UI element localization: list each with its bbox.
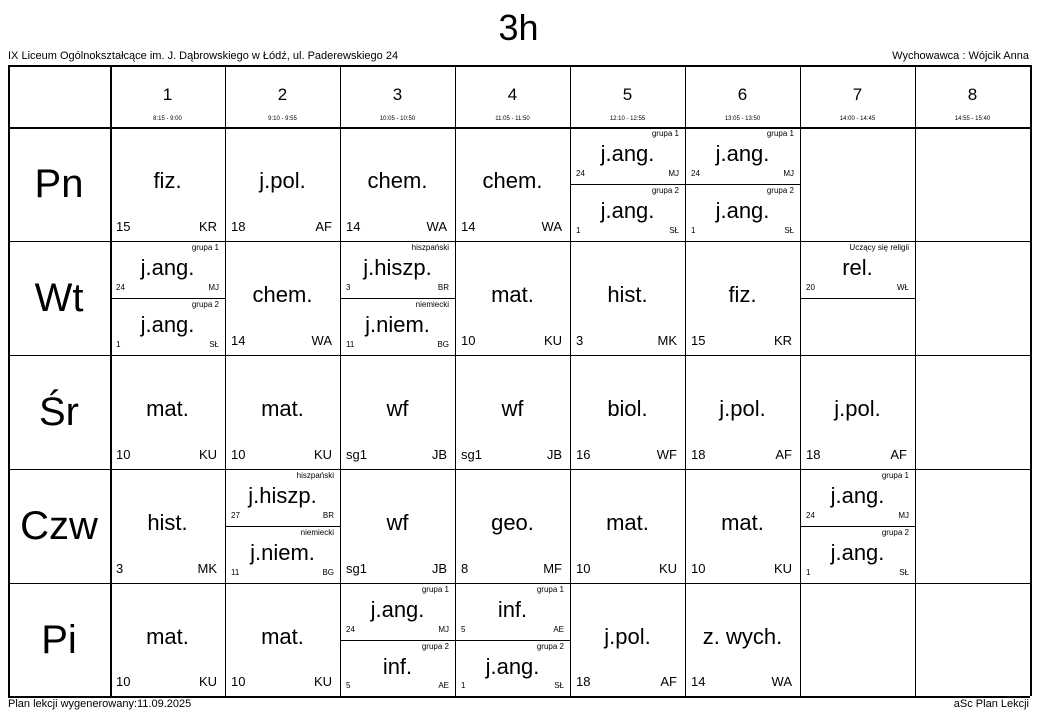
lesson-room: 24 [691, 169, 700, 178]
generated-date: Plan lekcji wygenerowany:11.09.2025 [8, 698, 192, 710]
lesson-room: 15 [116, 219, 131, 234]
lesson-room: 24 [806, 511, 815, 520]
lesson-subject: inf. [497, 597, 528, 622]
lesson-subject: j.hiszp. [248, 483, 317, 508]
lesson-room: 24 [116, 283, 125, 292]
period-number: 3 [392, 85, 403, 104]
split-line [455, 640, 570, 641]
lesson-teacher: WA [426, 219, 447, 234]
lesson-subject: j.hiszp. [363, 255, 432, 280]
lesson-teacher: BR [437, 283, 449, 292]
lesson-room: 10 [576, 561, 591, 576]
lesson-subject: j.pol. [834, 396, 881, 421]
lesson-room: 24 [576, 169, 585, 178]
lesson-group: grupa 1 [191, 243, 219, 252]
lesson-subject: wf [386, 510, 409, 535]
lesson-subject: geo. [491, 510, 534, 535]
lesson-teacher: MJ [783, 169, 794, 178]
lesson-teacher: MJ [898, 511, 909, 520]
lesson-room: 1 [806, 568, 811, 577]
lesson-subject: j.ang. [715, 141, 770, 166]
lesson-teacher: WA [771, 674, 792, 689]
split-line [800, 298, 915, 299]
grid-hline [8, 65, 1030, 67]
lesson-group: grupa 2 [421, 641, 449, 651]
lesson-subject: j.ang. [830, 483, 885, 508]
lesson-teacher: KU [658, 561, 677, 576]
lesson-subject: mat. [721, 510, 764, 535]
lesson-teacher: SŁ [554, 681, 564, 690]
lesson-room: 14 [691, 674, 706, 689]
lesson-group: Uczący się religii [849, 243, 909, 252]
lesson-room: 10 [116, 447, 131, 462]
lesson-room: 5 [461, 624, 466, 634]
lesson-teacher: MF [543, 561, 562, 576]
lesson-subject: j.pol. [604, 623, 651, 649]
lesson-teacher: JB [431, 561, 447, 576]
lesson-teacher: KU [313, 674, 332, 689]
lesson-room: 14 [231, 333, 246, 348]
period-time: 10:05 - 10:50 [379, 116, 416, 122]
lesson-subject: j.ang. [370, 597, 425, 622]
lesson-teacher: BG [437, 340, 449, 349]
lesson-teacher: MK [657, 333, 677, 348]
lesson-teacher: MJ [438, 624, 449, 634]
day-label: Pi [41, 617, 77, 662]
lesson-group: niemiecki [415, 300, 449, 309]
grid-vline [225, 65, 226, 696]
lesson-subject: z. wych. [702, 623, 783, 649]
homeroom-teacher: Wychowawca : Wójcik Anna [892, 50, 1029, 62]
period-number: 6 [737, 85, 748, 104]
split-line [110, 298, 225, 299]
period-number: 2 [277, 85, 288, 104]
lesson-room: 10 [231, 674, 246, 689]
lesson-room: 3 [576, 333, 584, 348]
split-line [570, 184, 685, 185]
lesson-room: sg1 [346, 447, 367, 462]
grid-vline [800, 65, 801, 696]
period-number: 1 [162, 85, 173, 104]
lesson-teacher: WA [311, 333, 332, 348]
grid-vline [110, 65, 112, 696]
split-line [225, 526, 340, 527]
lesson-group: niemiecki [300, 528, 334, 537]
lesson-room: 18 [806, 447, 821, 462]
lesson-teacher: AE [438, 681, 449, 690]
lesson-subject: j.ang. [715, 198, 770, 223]
lesson-group: hiszpański [296, 471, 334, 480]
lesson-teacher: WŁ [897, 283, 909, 292]
grid-hline [8, 583, 1030, 584]
lesson-subject: j.ang. [600, 141, 655, 166]
lesson-room: 10 [116, 674, 131, 689]
lesson-room: sg1 [346, 561, 367, 576]
lesson-group: hiszpański [411, 243, 449, 252]
lesson-room: 27 [231, 511, 240, 520]
period-number: 4 [507, 85, 518, 104]
lesson-room: 5 [346, 681, 351, 690]
lesson-subject: biol. [607, 396, 648, 421]
lesson-room: 3 [116, 561, 124, 576]
lesson-room: 10 [461, 333, 476, 348]
period-number: 8 [967, 85, 978, 104]
lesson-subject: fiz. [153, 168, 182, 193]
lesson-teacher: AF [660, 674, 677, 689]
lesson-group: grupa 1 [536, 585, 564, 594]
period-time: 11:05 - 11:50 [495, 116, 530, 122]
lesson-group: grupa 1 [651, 129, 679, 138]
grid-vline [915, 65, 916, 696]
lesson-subject: rel. [842, 255, 873, 280]
lesson-teacher: MK [197, 561, 217, 576]
lesson-teacher: JB [546, 447, 562, 462]
lesson-subject: chem. [252, 282, 313, 307]
lesson-teacher: AF [890, 447, 907, 462]
lesson-room: 1 [576, 226, 581, 235]
grid-vline [1030, 65, 1032, 696]
lesson-teacher: SŁ [899, 568, 909, 577]
period-time: 8:15 - 9:00 [153, 116, 182, 122]
lesson-subject: mat. [606, 510, 649, 535]
lesson-room: 10 [691, 561, 706, 576]
lesson-room: 16 [576, 447, 591, 462]
lesson-subject: j.ang. [140, 312, 195, 337]
lesson-teacher: KR [198, 219, 217, 234]
lesson-teacher: KU [198, 447, 217, 462]
split-line [800, 526, 915, 527]
period-time: 12:10 - 12:55 [609, 116, 646, 122]
lesson-subject: j.ang. [600, 198, 655, 223]
lesson-group: grupa 2 [766, 186, 794, 195]
split-line [340, 298, 455, 299]
lesson-subject: mat. [146, 623, 189, 649]
lesson-teacher: WA [541, 219, 562, 234]
lesson-teacher: KR [773, 333, 792, 348]
lesson-subject: j.ang. [485, 653, 540, 679]
lesson-room: 11 [231, 568, 240, 577]
lesson-teacher: SŁ [669, 226, 679, 235]
lesson-teacher: AF [315, 219, 332, 234]
period-time: 14:00 - 14:45 [839, 116, 876, 122]
period-time: 14:55 - 15:40 [954, 116, 991, 122]
lesson-subject: mat. [491, 282, 534, 307]
lesson-teacher: KU [313, 447, 332, 462]
day-label: Pn [34, 162, 84, 206]
lesson-room: 3 [346, 283, 351, 292]
lesson-subject: j.pol. [719, 396, 766, 421]
split-line [685, 184, 800, 185]
lesson-room: 1 [116, 340, 121, 349]
lesson-room: 18 [691, 447, 706, 462]
lesson-subject: j.ang. [140, 255, 195, 280]
period-time: 9:10 - 9:55 [268, 116, 297, 122]
lesson-group: grupa 2 [536, 641, 564, 651]
lesson-subject: fiz. [728, 282, 757, 307]
lesson-room: 10 [231, 447, 246, 462]
split-line [340, 640, 455, 641]
lesson-subject: chem. [482, 168, 543, 193]
lesson-room: 18 [231, 219, 246, 234]
app-name: aSc Plan Lekcji [953, 698, 1029, 710]
lesson-teacher: BR [322, 511, 334, 520]
lesson-subject: mat. [261, 623, 304, 649]
lesson-room: 18 [576, 674, 591, 689]
lesson-room: 15 [691, 333, 706, 348]
lesson-subject: j.niem. [250, 540, 315, 565]
lesson-subject: j.pol. [259, 168, 306, 193]
lesson-room: 8 [461, 561, 469, 576]
lesson-subject: chem. [367, 168, 428, 193]
lesson-teacher: BG [322, 568, 334, 577]
lesson-room: sg1 [461, 447, 482, 462]
lesson-subject: hist. [147, 510, 188, 535]
lesson-subject: wf [386, 396, 409, 421]
lesson-group: grupa 2 [191, 300, 219, 309]
period-number: 5 [622, 85, 633, 104]
lesson-room: 14 [461, 219, 476, 234]
grid-hline [8, 355, 1030, 356]
lesson-subject: j.ang. [830, 540, 885, 565]
lesson-room: 20 [806, 283, 815, 292]
lesson-teacher: SŁ [784, 226, 794, 235]
lesson-teacher: AF [775, 447, 792, 462]
lesson-teacher: SŁ [209, 340, 219, 349]
lesson-group: grupa 2 [651, 186, 679, 195]
lesson-teacher: KU [773, 561, 792, 576]
lesson-subject: hist. [607, 282, 648, 307]
lesson-teacher: KU [198, 674, 217, 689]
day-label: Czw [20, 504, 98, 548]
lesson-group: grupa 2 [881, 528, 909, 537]
lesson-subject: j.niem. [365, 312, 430, 337]
lesson-subject: inf. [382, 653, 413, 679]
lesson-teacher: MJ [668, 169, 679, 178]
lesson-subject: mat. [146, 396, 189, 421]
lesson-room: 1 [691, 226, 696, 235]
grid-hline [8, 469, 1030, 470]
lesson-room: 11 [346, 340, 355, 349]
period-time: 13:05 - 13:50 [724, 116, 761, 122]
lesson-group: grupa 1 [421, 585, 449, 594]
lesson-subject: wf [501, 396, 524, 421]
lesson-teacher: KU [543, 333, 562, 348]
lesson-group: grupa 1 [766, 129, 794, 138]
grid-hline [8, 127, 1030, 129]
class-title: 3h [498, 7, 539, 48]
lesson-subject: mat. [261, 396, 304, 421]
lesson-teacher: WF [656, 447, 677, 462]
lesson-room: 24 [346, 624, 355, 634]
lesson-teacher: MJ [208, 283, 219, 292]
grid-hline [8, 241, 1030, 242]
school-name: IX Liceum Ogólnokształcące im. J. Dąbrowskiego w Łódź, ul. Paderewskiego 24 [8, 50, 399, 62]
lesson-room: 14 [346, 219, 361, 234]
lesson-room: 1 [461, 681, 466, 690]
period-number: 7 [852, 85, 863, 104]
day-label: Śr [39, 390, 79, 434]
day-label: Wt [34, 276, 84, 320]
lesson-teacher: JB [431, 447, 447, 462]
lesson-group: grupa 1 [881, 471, 909, 480]
lesson-teacher: AE [553, 624, 564, 634]
